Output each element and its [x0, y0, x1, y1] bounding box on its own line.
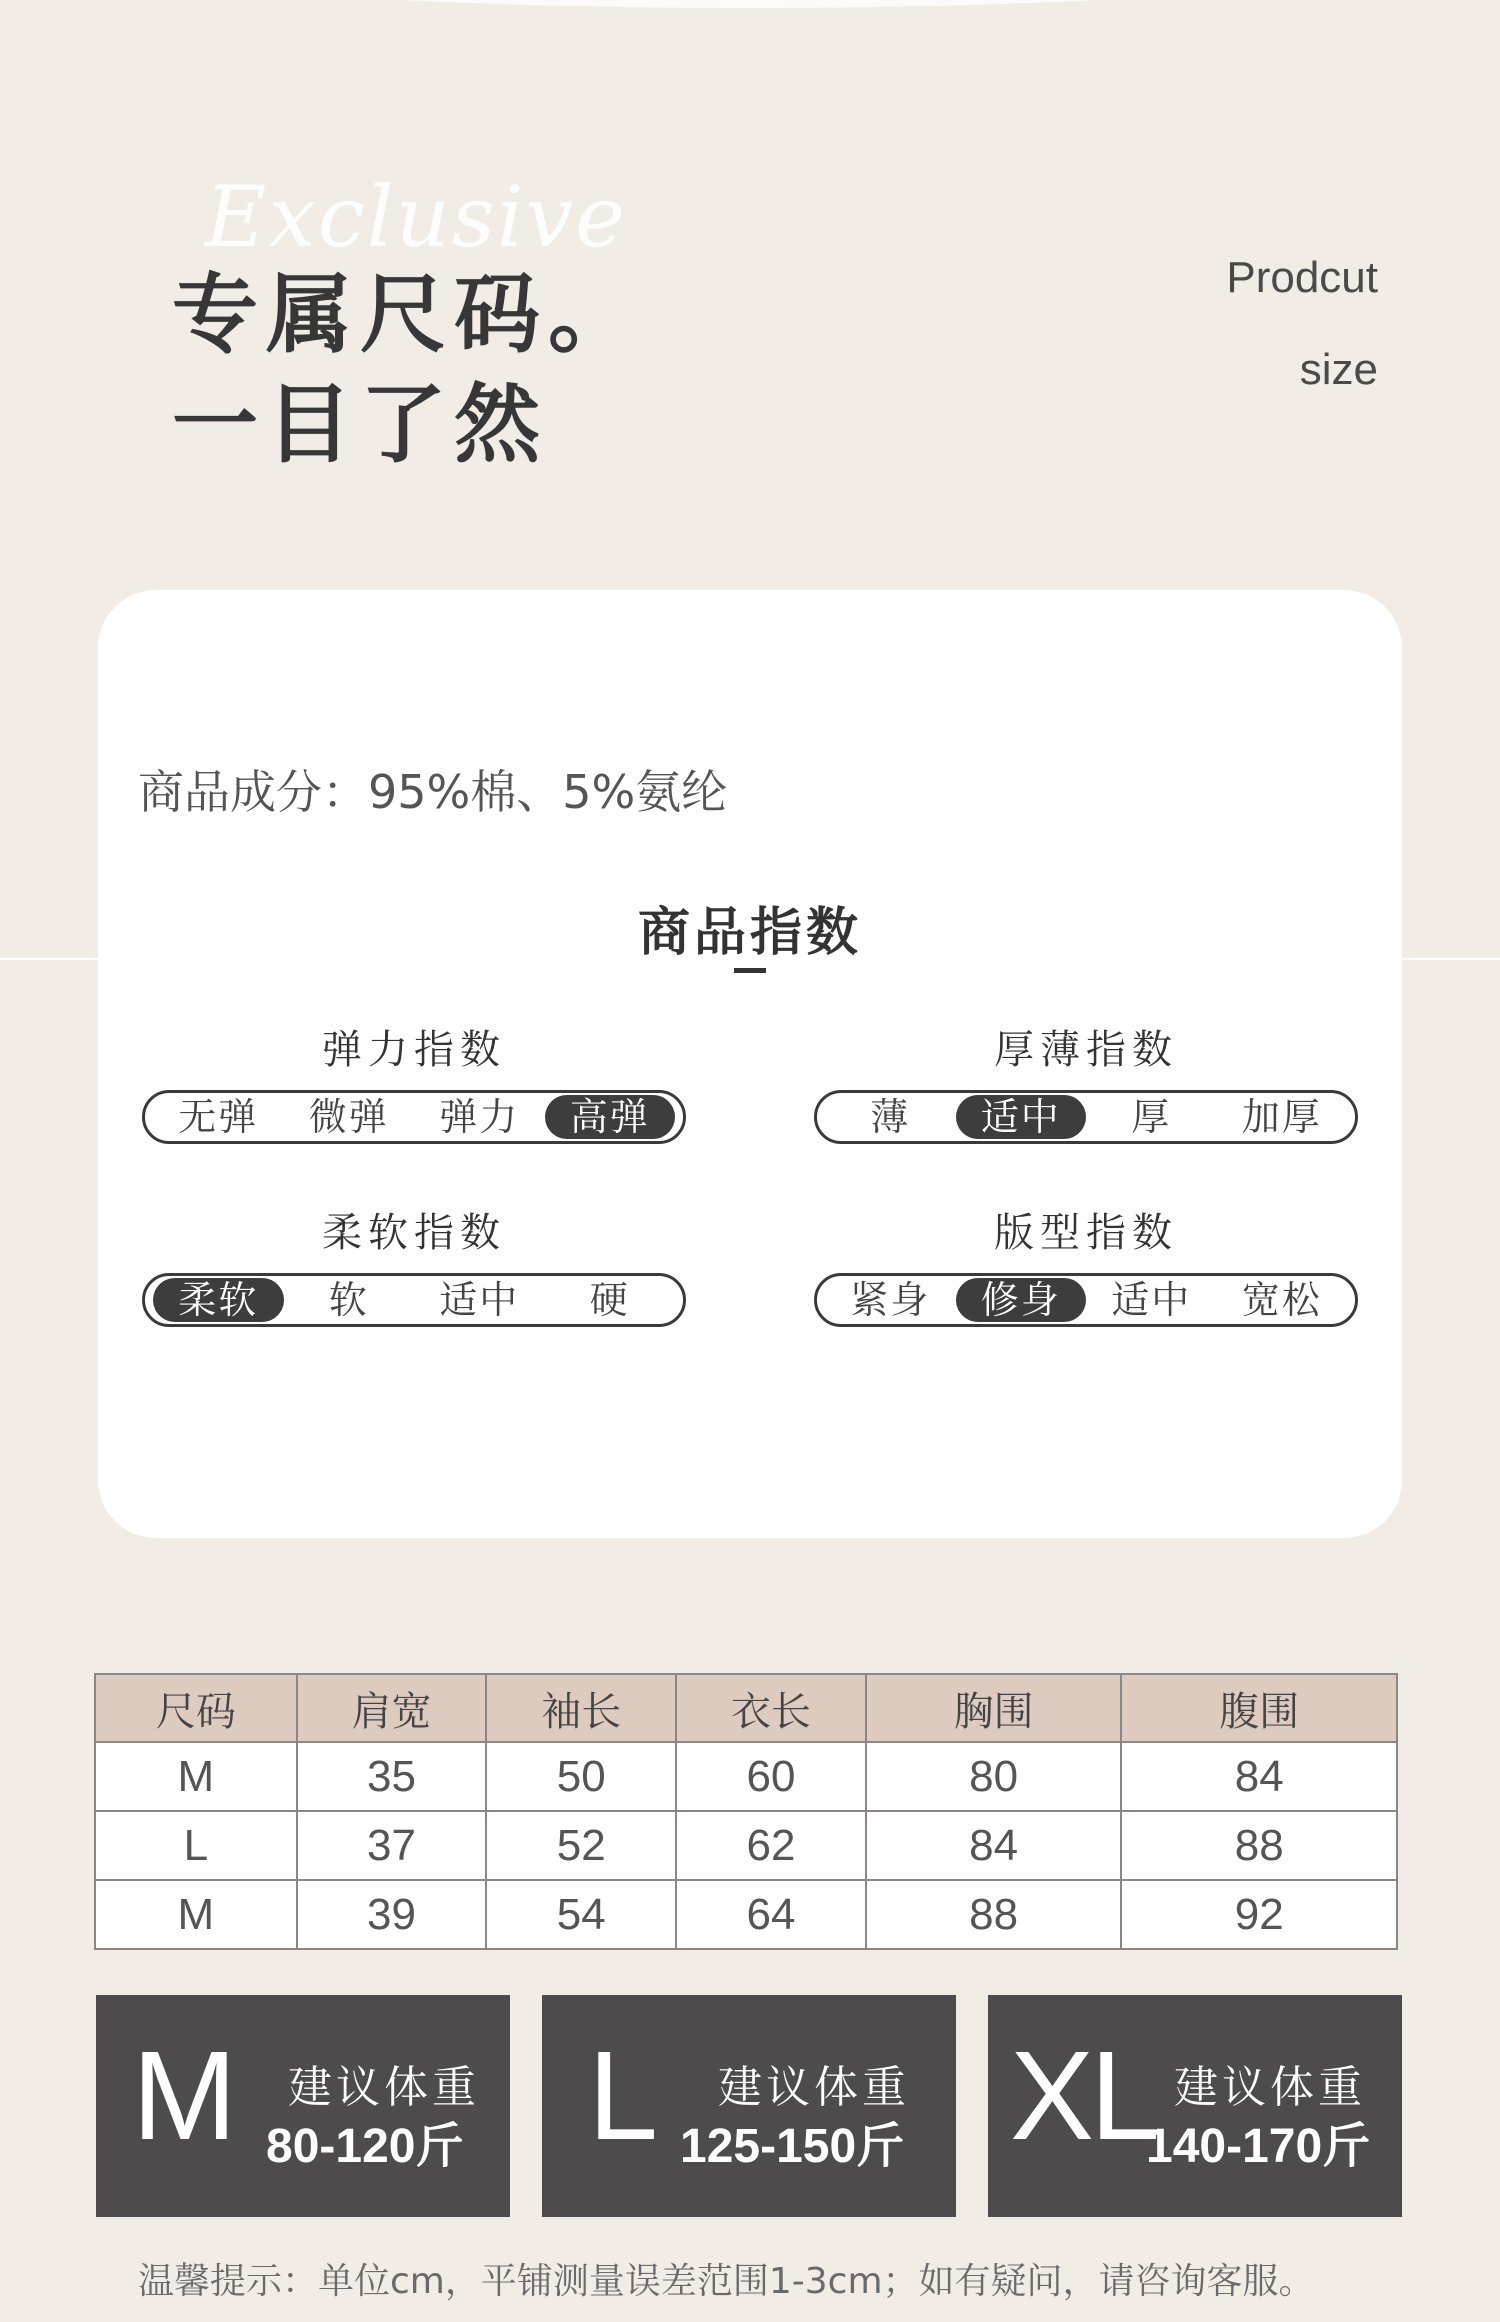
weight-label: 建议体重 — [1174, 2062, 1366, 2113]
headline-line-1: 专属尺码。 — [172, 265, 642, 365]
metric-option: 厚 — [1131, 1095, 1172, 1139]
table-cell: 88 — [1121, 1811, 1397, 1880]
metric-option-selected: 适中 — [956, 1095, 1087, 1139]
table-cell: L — [95, 1811, 297, 1880]
product-composition: 商品成分：95%棉、5%氨纶 — [138, 765, 728, 819]
table-header-cell: 衣长 — [676, 1674, 866, 1742]
metric-option: 无弹 — [178, 1095, 259, 1139]
weight-size-letter: L — [588, 2025, 655, 2166]
divider-right — [1400, 958, 1500, 960]
weight-range: 125-150斤 — [680, 2120, 905, 2173]
table-cell: 88 — [866, 1880, 1122, 1949]
metric-scale — [814, 1090, 1358, 1144]
table-header-cell: 胸围 — [866, 1674, 1122, 1742]
metric-option-selected: 柔软 — [153, 1278, 284, 1322]
metric-scale — [142, 1273, 686, 1327]
weight-label: 建议体重 — [718, 2062, 910, 2113]
metric-option-selected: 高弹 — [545, 1095, 676, 1139]
index-section-title: 商品指数 — [637, 903, 862, 963]
weight-size-letter: XL — [1010, 2025, 1157, 2166]
table-header-cell: 袖长 — [486, 1674, 676, 1742]
metric-thickness — [814, 1022, 1358, 1144]
index-title-underline — [734, 968, 766, 973]
table-row — [95, 1811, 1397, 1880]
weight-range: 140-170斤 — [1146, 2120, 1371, 2173]
table-cell: 35 — [297, 1742, 487, 1811]
table-cell: 80 — [866, 1742, 1122, 1811]
metric-option: 软 — [328, 1278, 369, 1322]
metric-title: 柔软指数 — [322, 1210, 506, 1256]
metric-elasticity — [142, 1022, 686, 1144]
table-cell: 64 — [676, 1880, 866, 1949]
table-cell: 39 — [297, 1880, 487, 1949]
english-title-line-2: size — [1299, 345, 1378, 394]
english-title-line-1: Prodcut — [1226, 253, 1378, 302]
metric-scale — [814, 1273, 1358, 1327]
metric-option: 薄 — [870, 1095, 911, 1139]
table-cell: 60 — [676, 1742, 866, 1811]
table-cell: M — [95, 1742, 297, 1811]
table-cell: 92 — [1121, 1880, 1397, 1949]
weight-box-m — [96, 1995, 510, 2217]
exclusive-watermark: Exclusive — [205, 168, 627, 266]
table-cell: 54 — [486, 1880, 676, 1949]
metric-softness — [142, 1205, 686, 1327]
weight-label: 建议体重 — [288, 2062, 480, 2113]
weight-range: 80-120斤 — [266, 2120, 464, 2173]
metric-option: 宽松 — [1241, 1278, 1322, 1322]
weight-box-xl — [988, 1995, 1402, 2217]
divider-left — [0, 958, 100, 960]
metric-option: 硬 — [589, 1278, 630, 1322]
headline-line-2: 一目了然 — [172, 375, 548, 475]
table-header-row — [95, 1674, 1397, 1742]
size-table — [94, 1673, 1398, 1950]
metric-option: 适中 — [1111, 1278, 1192, 1322]
metric-title: 版型指数 — [994, 1210, 1178, 1256]
table-cell: 84 — [866, 1811, 1122, 1880]
metric-option: 微弹 — [308, 1095, 389, 1139]
table-header-cell: 尺码 — [95, 1674, 297, 1742]
table-cell: 37 — [297, 1811, 487, 1880]
weight-box-l — [542, 1995, 956, 2217]
metric-option: 弹力 — [439, 1095, 520, 1139]
table-cell: 62 — [676, 1811, 866, 1880]
table-header-cell: 肩宽 — [297, 1674, 487, 1742]
metric-scale — [142, 1090, 686, 1144]
table-cell: M — [95, 1880, 297, 1949]
table-cell: 84 — [1121, 1742, 1397, 1811]
metric-option-selected: 修身 — [956, 1278, 1087, 1322]
table-cell: 50 — [486, 1742, 676, 1811]
measurement-footnote: 温馨提示：单位cm，平铺测量误差范围1-3cm；如有疑问，请咨询客服。 — [138, 2261, 1315, 2302]
top-arc-decoration — [120, 0, 1380, 8]
weight-size-letter: M — [132, 2025, 233, 2166]
metric-option: 紧身 — [850, 1278, 931, 1322]
metric-title: 弹力指数 — [322, 1027, 506, 1073]
metric-option: 适中 — [439, 1278, 520, 1322]
metric-fit — [814, 1205, 1358, 1327]
table-row — [95, 1880, 1397, 1949]
table-header-cell: 腹围 — [1121, 1674, 1397, 1742]
metric-title: 厚薄指数 — [994, 1027, 1178, 1073]
product-info-card — [98, 590, 1402, 1538]
metric-option: 加厚 — [1241, 1095, 1322, 1139]
table-cell: 52 — [486, 1811, 676, 1880]
table-row — [95, 1742, 1397, 1811]
